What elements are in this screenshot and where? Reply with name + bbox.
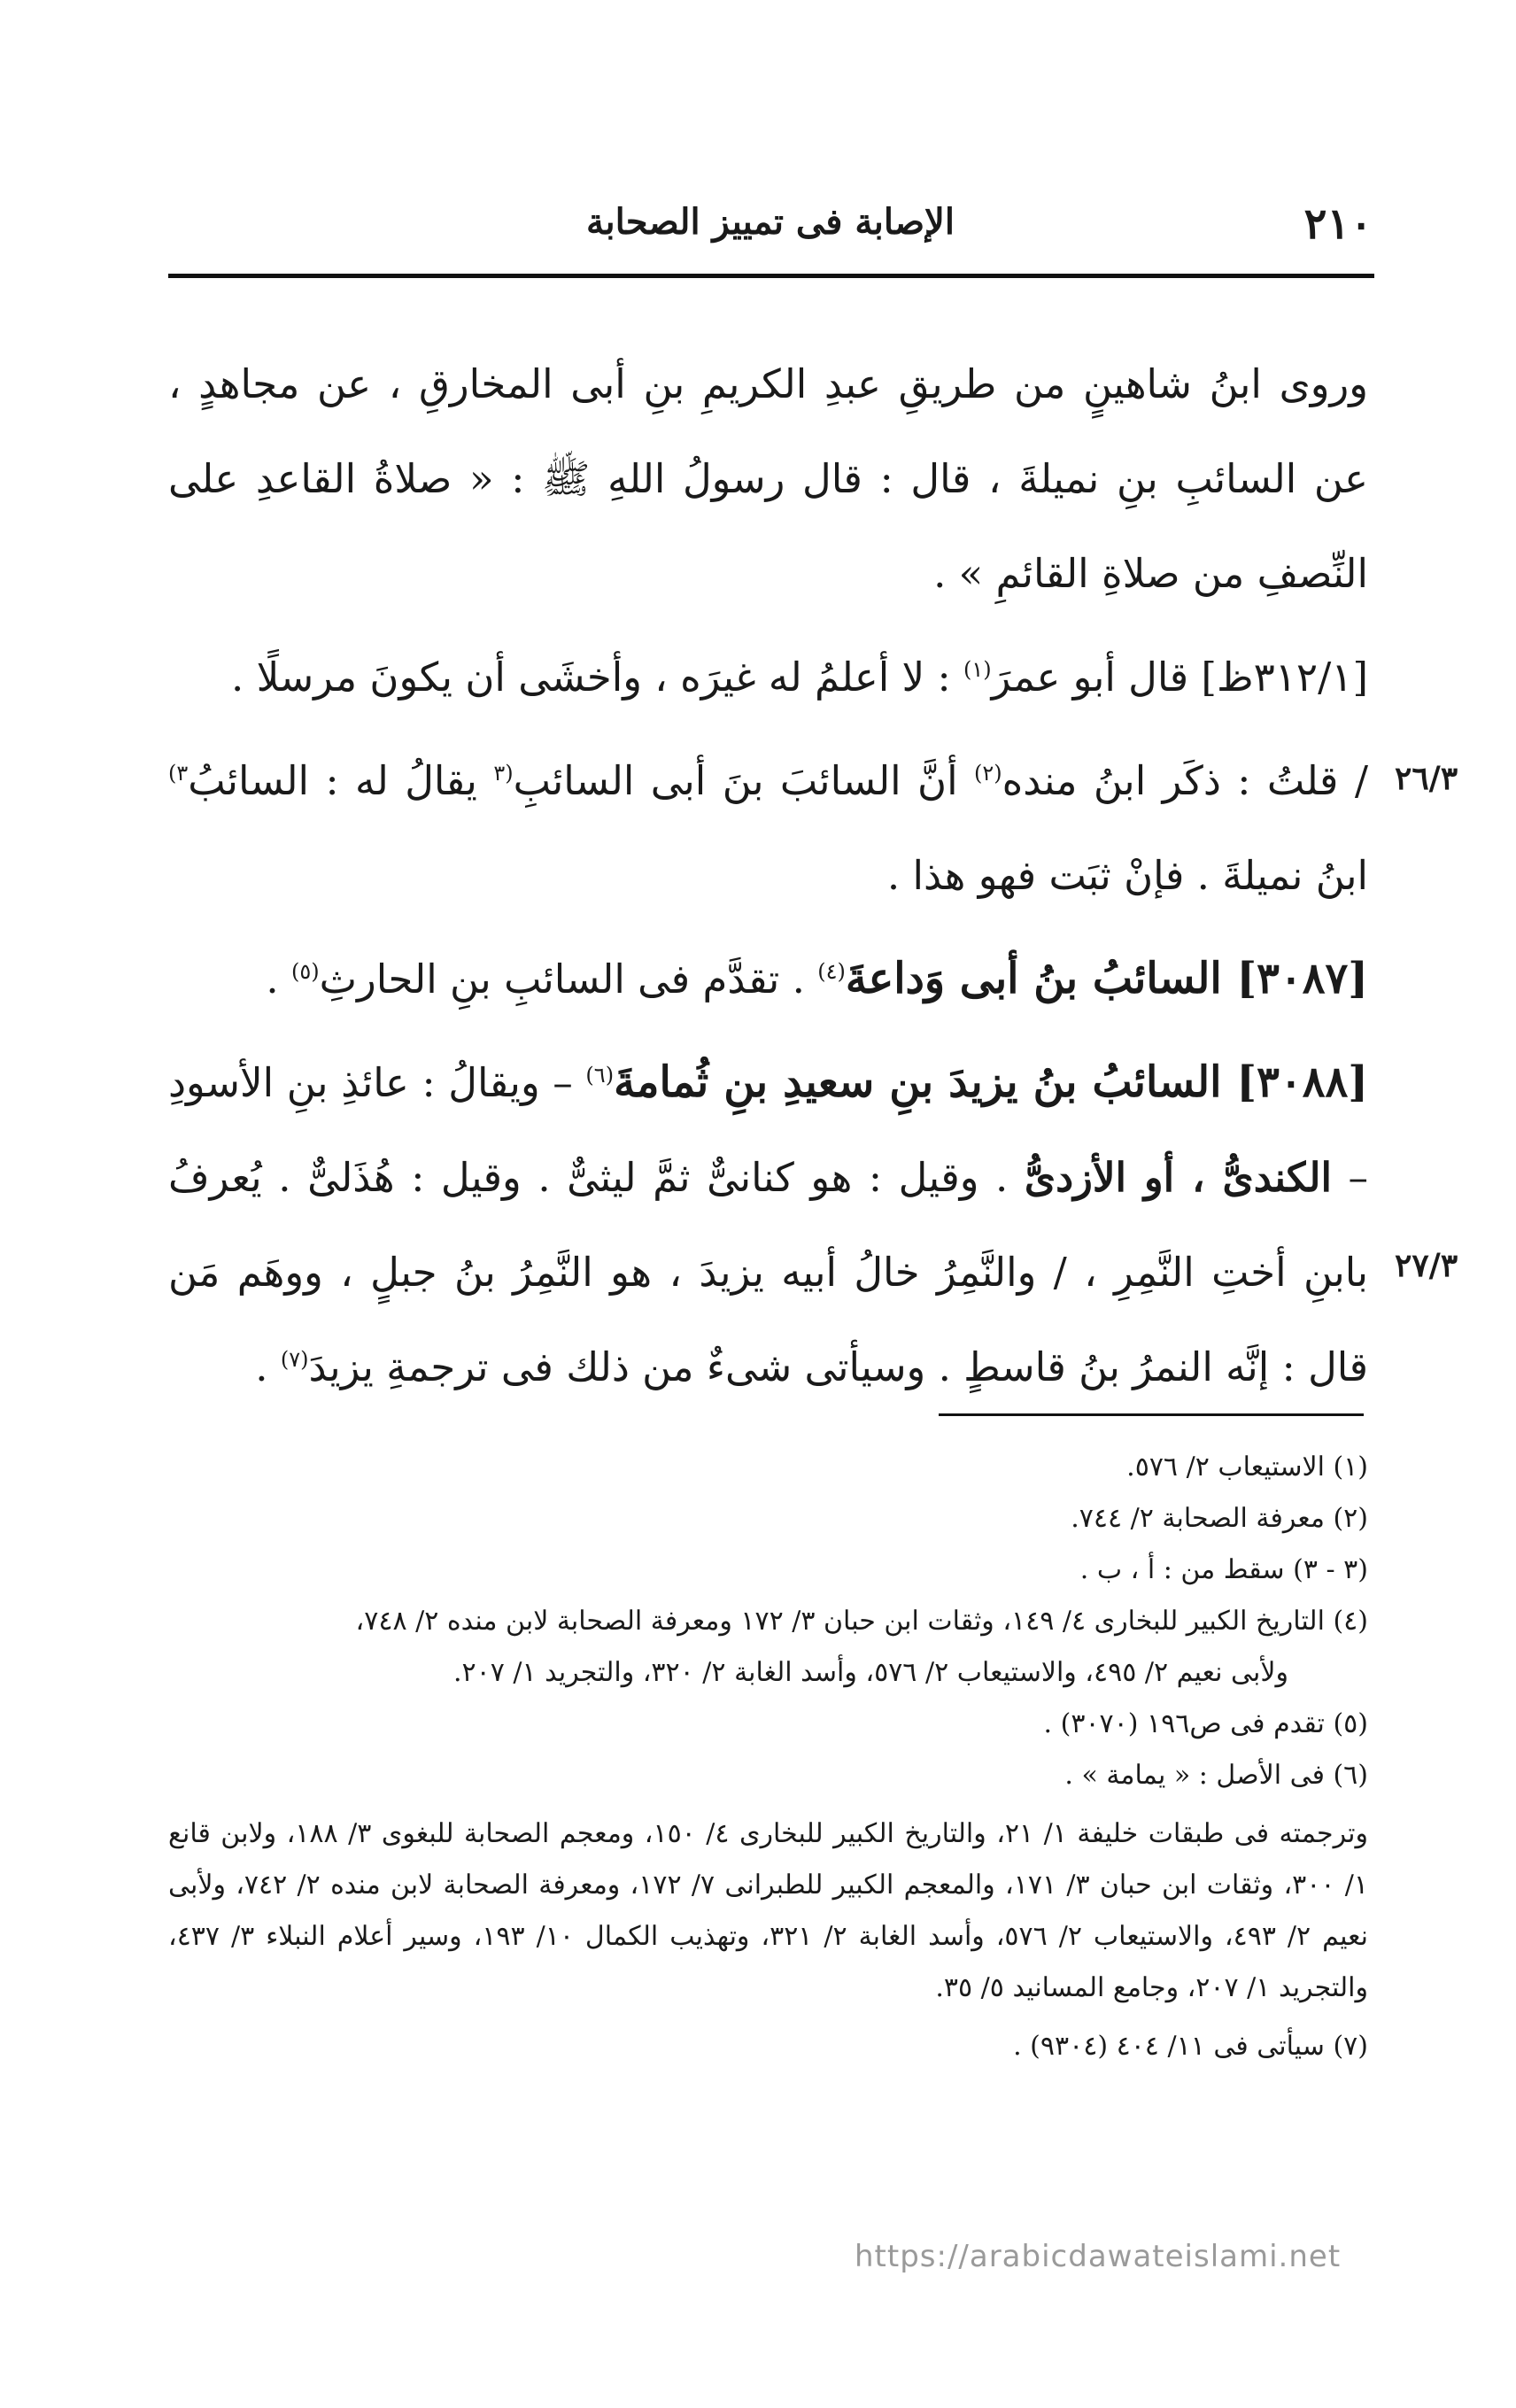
text-span: . [255, 1343, 281, 1390]
footnote-ref-2: (٢) [974, 761, 1002, 786]
footnote-ref-4: (٤) [817, 959, 846, 984]
footnote-4: (٤) التاريخ الكبير للبخارى ٤/ ١٤٩، وثقات ابن حبان ٣/ ١٧٢ ومعرفة الصحابة لابن منده ٢/ ٧٤٨، [355, 1606, 1368, 1637]
footnote-1: (١) الاستيعاب ٢/ ٥٧٦. [1126, 1452, 1368, 1483]
text-span: . وقيل : هو كنانىٌّ ثمَّ ليثىٌّ . وقيل : هُذَلىٌّ . يُعرفُ بابنِ أختِ النَّمِرِ ، / والنَّمِرُ خالُ أبيه يزيدَ ، هو النَّمِرُ بنُ جبلٍ ، ووهَم مَن قال : إنَّه النمرُ بنُ قاسطٍ . وسيأتى شىءٌ من ذلك فى ترجمةِ يزيدَ [168, 1154, 1368, 1390]
paragraph-abu-umar [168, 630, 1368, 724]
footnote-6: (٦) فى الأصل : « يمامة » . [1064, 1760, 1368, 1791]
nisba-bold: الكندىُّ ، أو الأزدىُّ [1024, 1154, 1332, 1201]
margin-reference-2: ٢٧/٣ [1395, 1247, 1458, 1284]
text-span: أنَّ السائبَ بنَ أبى السائبِ [513, 757, 974, 804]
entry-title-3088: [٣٠٨٨] السائبُ بنُ يزيدَ بنِ سعيدِ بنِ ثُمامةَ [614, 1057, 1368, 1107]
header-rule [168, 274, 1374, 278]
footnote-3: (٣ - ٣) سقط من : أ ، ب . [1079, 1554, 1368, 1585]
text-span: . [266, 956, 291, 1003]
footnote-6-biography: وترجمته فى طبقات خليفة ١/ ٢١، والتاريخ الكبير للبخارى ٤/ ١٥٠، ومعجم الصحابة للبغوى ٣/ ١٨٨، ولابن قانع ١/ ٣٠٠، وثقات ابن حبان ٣/ ١٧١، والمعجم الكبير للطبرانى ٧/ ١٧٢، ومعرفة الصحابة لابن منده ٢/ ٧٤٢، ولأبى نعيم ٢/ ٤٩٣، والاستيعاب ٢/ ٥٧٦، وأسد الغابة ٢/ ٣٢١، وتهذيب الكمال ١٠/ ١٩٣، وسير أعلام النبلاء ٣/ ٤٣٧، والتجريد ١/ ٢٠٧، وجامع المسانيد ٥/ ٣٥. [168, 1818, 1368, 2003]
footnote-ref-1: (١) [963, 657, 992, 682]
footnotes [168, 1442, 1368, 2072]
text-span: ابنُ نميلةَ . فإنْ ثبَت فهو هذا . [886, 852, 1368, 899]
footnote-2: (٢) معرفة الصحابة ٢/ ٧٤٤. [1071, 1503, 1368, 1534]
running-header [168, 199, 1373, 270]
footnote-7: (٧) سيأتى فى ١١/ ٤٠٤ (٩٣٠٤) . [1013, 2031, 1368, 2062]
footnote-ref-3-close: ٣) [168, 761, 189, 786]
text-span: – ويقالُ : عائذِ بنِ الأسودِ – [168, 1059, 1369, 1201]
text-span: : لا أعلمُ له غيرَه ، وأخشَى أن يكونَ مرسلًا . [231, 654, 963, 701]
text-span: / قلتُ : ذكَر ابنُ منده [1002, 757, 1368, 804]
entry-3087 [168, 932, 1368, 1026]
watermark-url: https://arabicdawateislami.net [855, 2239, 1342, 2274]
footnote-ref-3-open: (٣ [493, 761, 514, 786]
margin-reference-1: ٢٦/٣ [1395, 760, 1458, 797]
footnote-ref-7: (٧) [280, 1347, 309, 1372]
page-number: ٢١٠ [1303, 199, 1373, 249]
main-text [168, 337, 1368, 1414]
entry-3088 [168, 1035, 1368, 1414]
paragraph-ibn-shahin: وروى ابنُ شاهينٍ من طريقِ عبدِ الكريمِ بنِ أبى المخارقِ ، عن مجاهدٍ ، عن السائبِ بنِ نميلةَ ، قال : قال رسولُ اللهِ ﷺ : « صلاةُ القاعدِ على النِّصفِ من صلاةِ القائمِ » . [168, 360, 1368, 597]
footnote-4-continued: ولأبى نعيم ٢/ ٤٩٥، والاستيعاب ٢/ ٥٧٦، وأسد الغابة ٢/ ٣٢٠، والتجريد ١/ ٢٠٧. [452, 1657, 1288, 1688]
running-title: الإصابة فى تمييز الصحابة [586, 201, 955, 243]
footnote-rule [939, 1413, 1364, 1416]
paragraph-qultu [168, 733, 1368, 923]
text-span: يقالُ له : السائبُ [188, 757, 494, 804]
footnote-ref-6: (٦) [585, 1063, 615, 1088]
text-span: [٣١٢/١ظ] قال أبو عمرَ [991, 654, 1368, 701]
entry-title-3087: [٣٠٨٧] السائبُ بنُ أبى وَداعةَ [845, 954, 1368, 1003]
text-span: . تقدَّم فى السائبِ بنِ الحارثِ [319, 956, 818, 1003]
footnote-5: (٥) تقدم فى ص١٩٦ (٣٠٧٠) . [1043, 1708, 1368, 1739]
footnote-ref-5: (٥) [291, 959, 320, 984]
